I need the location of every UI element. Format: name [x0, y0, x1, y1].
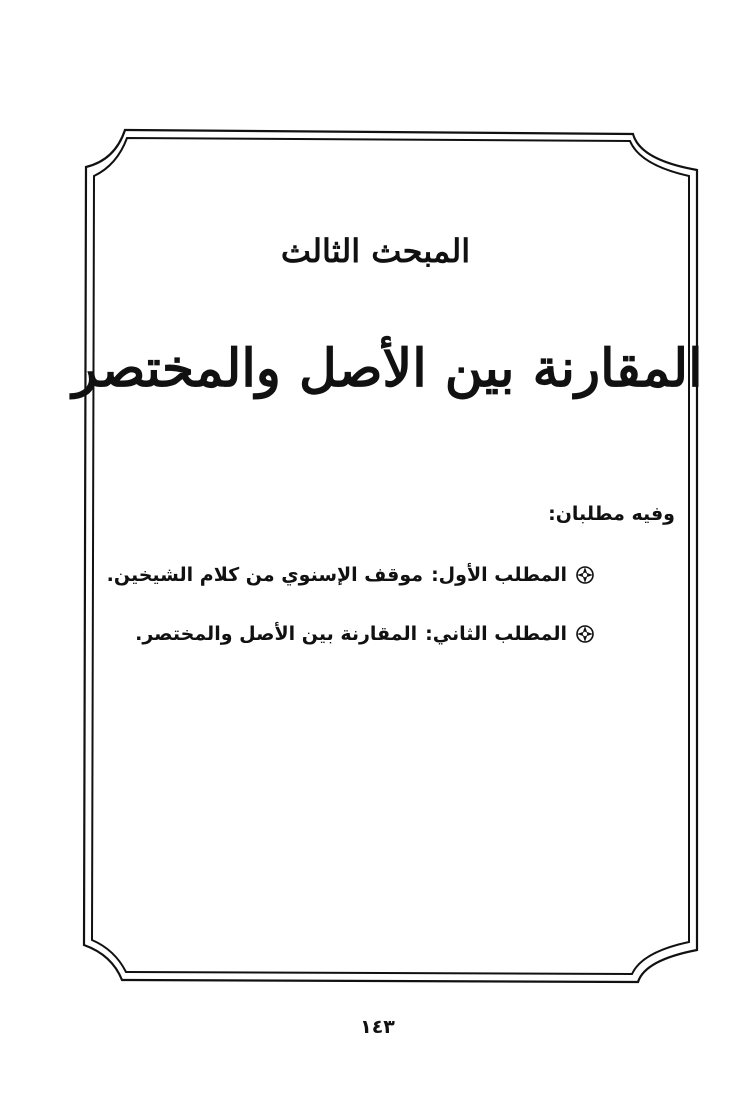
list-item — [107, 564, 595, 586]
item-text: موقف الإسنوي من كلام الشيخين. — [106, 564, 424, 586]
flower-ornament-icon — [575, 624, 595, 644]
item-label: المطلب الأول: — [431, 564, 567, 586]
intro-text: وفيه مطلبان: — [548, 503, 675, 525]
flower-ornament-icon — [575, 565, 595, 585]
section-label: المبحث الثالث — [280, 232, 471, 270]
page-title: المقارنة بين الأصل والمختصر — [72, 338, 703, 399]
item-text: المقارنة بين الأصل والمختصر. — [135, 623, 418, 645]
page-number: ١٤٣ — [360, 1016, 395, 1038]
item-label: المطلب الثاني: — [425, 623, 567, 645]
list-item — [135, 623, 595, 645]
